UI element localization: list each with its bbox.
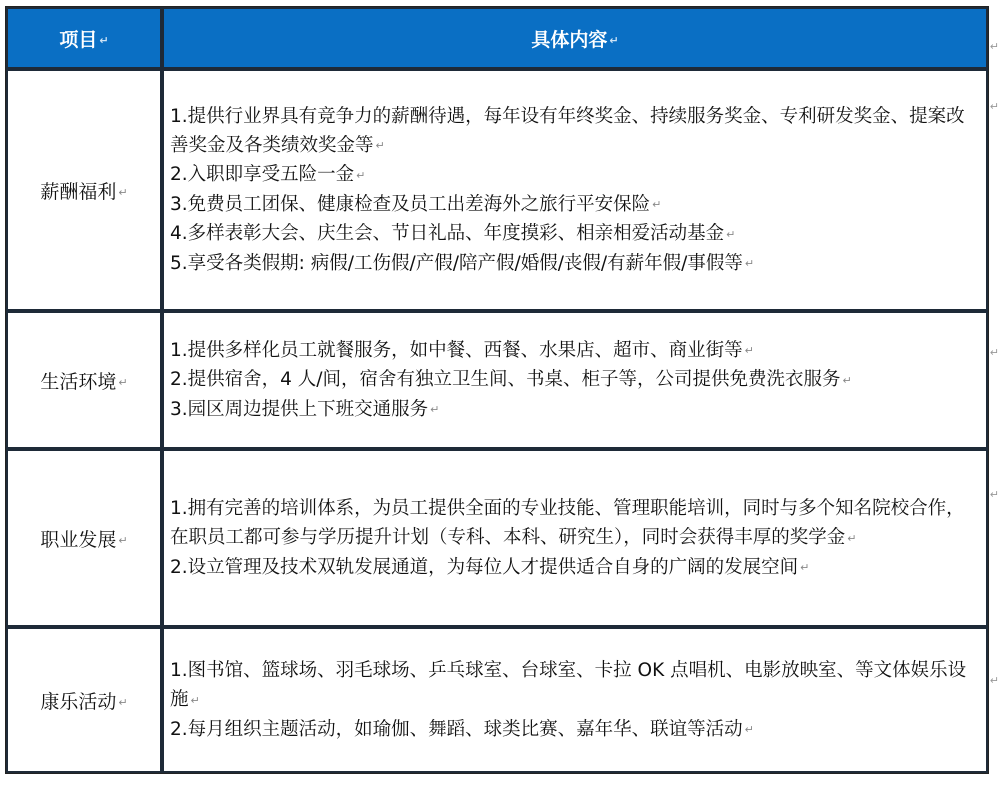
paragraph-mark-icon: ↵	[744, 344, 754, 358]
paragraph-mark-icon: ↵	[652, 198, 662, 212]
paragraph-mark-icon: ↵	[744, 723, 754, 736]
content-line: 2.每月组织主题活动，如瑜伽、舞蹈、球类比赛、嘉年华、联谊等活动 ↵	[170, 718, 754, 740]
paragraph-mark-icon: ↵	[726, 227, 736, 241]
paragraph-mark-icon: ↵	[118, 695, 128, 709]
paragraph-mark-icon: ↵	[190, 693, 200, 707]
content-line: 2.入职即享受五险一金 ↵	[170, 164, 366, 186]
paragraph-mark-icon: ↵	[744, 257, 755, 271]
category-label: 康乐活动	[40, 690, 117, 713]
row-end-mark-icon: ↵	[989, 346, 999, 359]
content-line: 5.享受各类假期: 病假/工伤假/产假/陪产假/婚假/丧假/有薪年假/事假等 ↵	[170, 252, 755, 274]
benefits-table	[5, 6, 989, 774]
category-cell	[6, 311, 162, 449]
paragraph-mark-icon: ↵	[118, 185, 128, 199]
category-cell	[6, 69, 162, 311]
paragraph-mark-icon: ↵	[375, 139, 385, 153]
table-row	[6, 627, 988, 773]
content-line: 4.多样表彰大会、庆生会、节日礼品、年度摸彩、相亲相爱活动基金 ↵	[170, 223, 736, 245]
paragraph-mark-icon: ↵	[430, 403, 440, 417]
table-header-row	[6, 7, 988, 69]
table-row	[6, 311, 988, 449]
content-line: 1.拥有完善的培训体系，为员工提供全面的专业技能、管理职能培训，同时与多个知名院校合作，在职员工都可参与学历提升计划（专科、本科、研究生），同时会获得丰厚的奖学金 ↵	[170, 498, 965, 548]
content-line: 2.设立管理及技术双轨发展通道，为每位人才提供适合自身的广阔的发展空间 ↵	[170, 556, 810, 578]
content-line: 3.免费员工团保、健康检查及员工出差海外之旅行平安保险 ↵	[170, 193, 662, 215]
header-content-label: 具体内容	[531, 28, 608, 51]
header-cell-content	[162, 7, 988, 69]
content-line: 1.提供多样化员工就餐服务，如中餐、西餐、水果店、超市、商业街等 ↵	[170, 339, 754, 361]
paragraph-mark-icon: ↵	[118, 533, 128, 547]
content-cell	[162, 627, 988, 773]
paragraph-mark-icon: ↵	[118, 375, 128, 389]
row-end-mark-icon: ↵	[989, 100, 999, 113]
row-end-mark-icon: ↵	[989, 488, 999, 501]
paragraph-mark-icon: ↵	[847, 531, 857, 545]
content-cell	[162, 69, 988, 311]
category-label: 生活环境	[40, 370, 117, 393]
header-cell-item	[6, 7, 162, 69]
content-cell	[162, 449, 988, 627]
table-row	[6, 449, 988, 627]
paragraph-mark-icon: ↵	[99, 33, 109, 47]
header-item-label: 项目	[59, 28, 98, 51]
paragraph-mark-icon: ↵	[800, 561, 810, 574]
content-line: 1.图书馆、篮球场、羽毛球场、乒乓球室、台球室、卡拉 OK 点唱机、电影放映室、等文体娱乐设施 ↵	[170, 660, 967, 710]
category-label: 薪酬福利	[40, 180, 117, 203]
content-line: 1.提供行业界具有竞争力的薪酬待遇，每年设有年终奖金、持续服务奖金、专利研发奖金、提案改善奖金及各类绩效奖金等 ↵	[170, 105, 965, 156]
paragraph-mark-icon: ↵	[609, 33, 619, 47]
table-row	[6, 69, 988, 311]
category-cell	[6, 449, 162, 627]
row-end-mark-icon: ↵	[989, 674, 999, 687]
paragraph-mark-icon: ↵	[356, 168, 366, 182]
paragraph-mark-icon: ↵	[842, 373, 852, 387]
category-label: 职业发展	[40, 528, 117, 551]
category-cell	[6, 627, 162, 773]
content-cell	[162, 311, 988, 449]
content-line: 2.提供宿舍，4 人/间，宿舍有独立卫生间、书桌、柜子等，公司提供免费洗衣服务 ↵	[170, 369, 852, 391]
content-line: 3.园区周边提供上下班交通服务 ↵	[170, 398, 440, 420]
row-end-mark-icon: ↵	[989, 40, 999, 53]
